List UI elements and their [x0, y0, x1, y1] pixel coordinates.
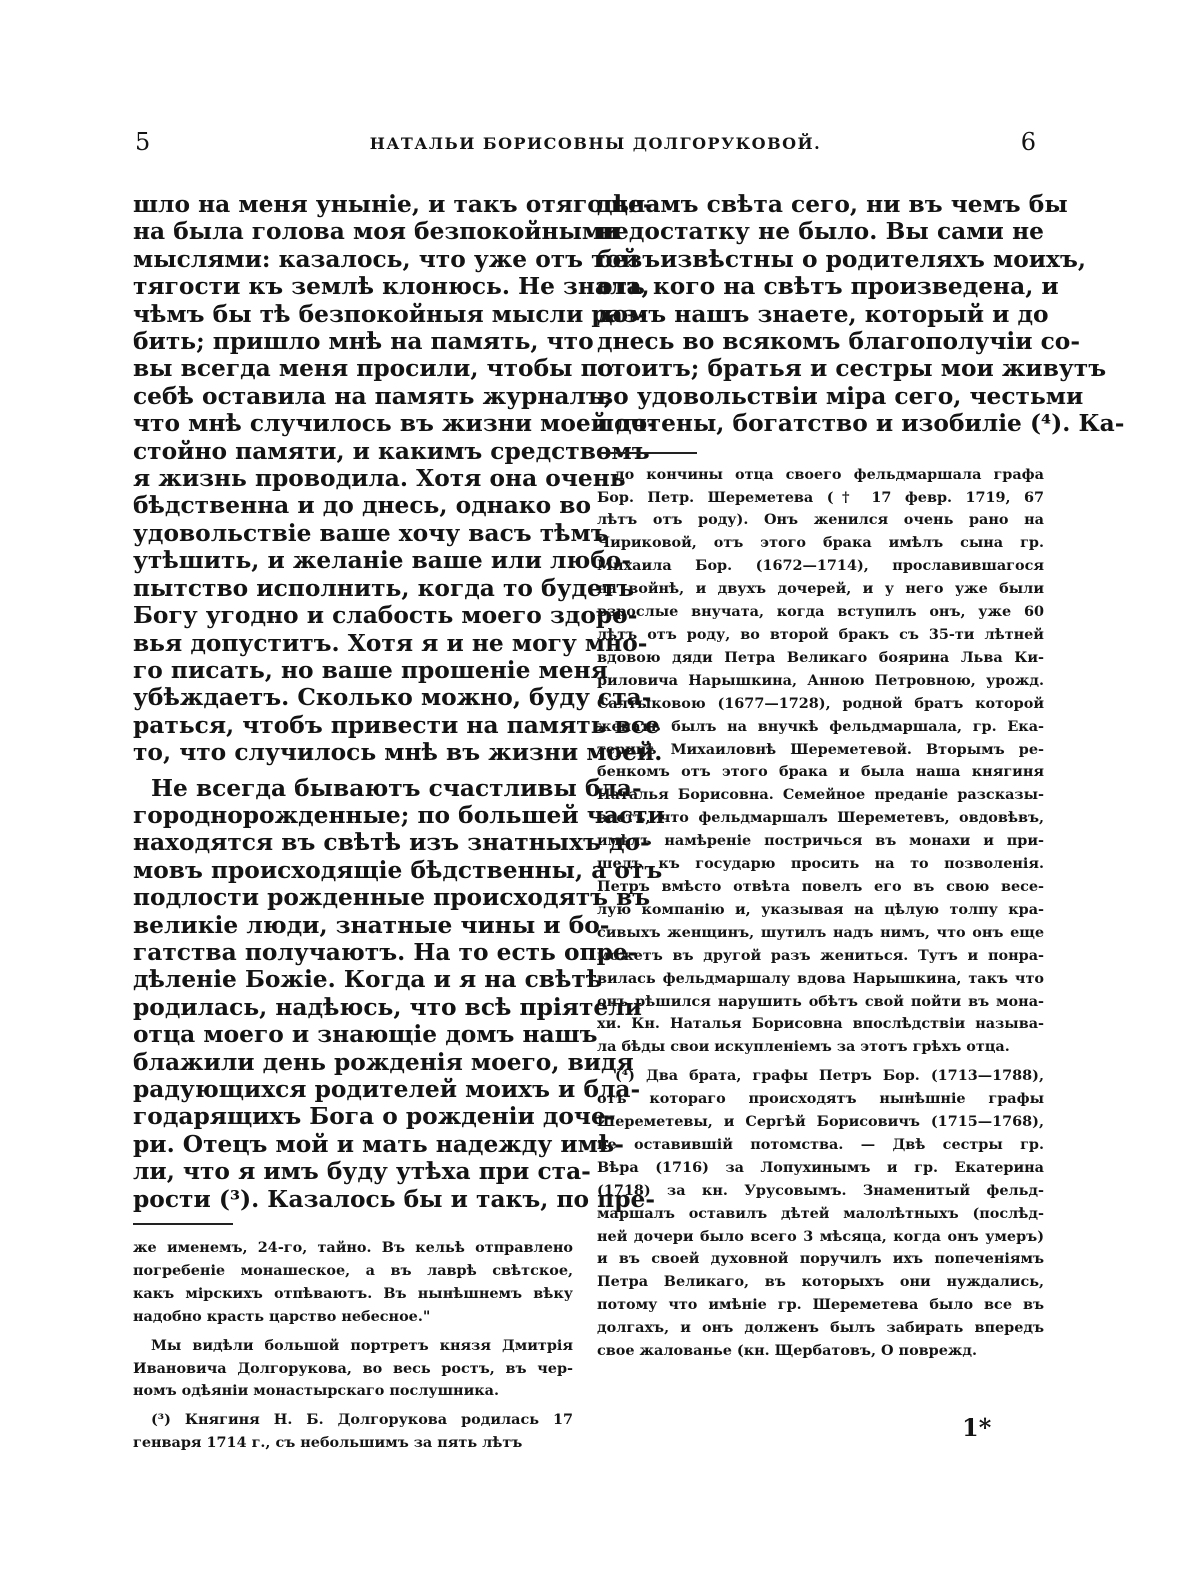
- text-line: родилась, надѣюсь, что всѣ пріятели: [133, 993, 642, 1021]
- text-line: стойно памяти, и какимъ средствомъ: [133, 437, 650, 465]
- text-line: не оставившій потомства. — Двѣ сестры гр.: [597, 1135, 1044, 1153]
- text-line: женатъ былъ на внучкѣ фельдмаршала, гр. Ека-: [597, 717, 1044, 735]
- text-line: подлости рожденные происходятъ въ: [133, 884, 651, 912]
- left-footnote-3: [133, 1409, 573, 1455]
- text-line: шло на меня уныніе, и такъ отягоще-: [133, 191, 653, 218]
- text-line: Чириковой, отъ этого брака имѣлъ сына гр.: [597, 534, 1044, 552]
- text-line: хи. Кн. Наталья Борисовна впослѣдствіи называ-: [597, 1015, 1044, 1033]
- text-line: мыслями: казалось, что уже отъ той: [133, 245, 639, 273]
- left-main-paragraph-2: [133, 774, 665, 1214]
- text-line: тягости къ землѣ клонюсь. Не знала,: [133, 273, 650, 301]
- signature-mark: 1*: [962, 1413, 992, 1442]
- text-line: рости (³). Казалось бы и такъ, по пре-: [133, 1185, 656, 1213]
- right-footnote-1: [597, 464, 1044, 1060]
- footnote-rule-left: [133, 1223, 233, 1225]
- left-footnote-2: [133, 1335, 573, 1404]
- text-line: то, что случилось мнѣ въ жизни моей.: [133, 739, 663, 767]
- text-line: (1718) за кн. Урусовымъ. Знаменитый фельд-: [597, 1181, 1044, 1199]
- text-line: городнорожденные; по большей части: [133, 801, 665, 829]
- text-line: на войнѣ, и двухъ дочерей, и у него уже были: [597, 580, 1044, 598]
- text-line: (³) Княгиня Н. Б. Долгорукова родилась 17: [151, 1411, 573, 1429]
- text-line: лѣтъ отъ роду). Онъ женился очень рано на: [597, 511, 1044, 529]
- text-line: го писать, но ваше прошеніе меня: [133, 656, 608, 684]
- text-line: Богу угодно и слабость моего здоро-: [133, 602, 638, 630]
- text-line: днесь во всякомъ благополучіи со-: [597, 328, 1081, 356]
- text-line: погребеніе монашеское, а въ лаврѣ свѣтское,: [133, 1261, 573, 1279]
- text-line: лѣтъ отъ роду, во второй бракъ съ 35-ти лѣтней: [597, 626, 1044, 643]
- text-line: бить; пришло мнѣ на память, что: [133, 328, 594, 356]
- text-line: Петра Великаго, въ которыхъ они нуждались,: [597, 1273, 1044, 1291]
- text-line: вы всегда меня просили, чтобы по: [133, 355, 614, 383]
- text-line: чѣмъ бы тѣ безпокойныя мысли раз-: [133, 300, 648, 328]
- text-line: во удовольствіи міра сего, честьми: [597, 382, 1084, 410]
- left-main-paragraph-1: [133, 191, 663, 767]
- text-line: шелъ къ государю просить на то позволенія.: [597, 855, 1044, 873]
- text-line: Мы видѣли большой портретъ князя Дмитрія: [151, 1336, 573, 1354]
- text-line: вилась фельдмаршалу вдова Нарышкина, такъ что: [597, 969, 1044, 987]
- text-line: ли, что я имъ буду утѣха при ста-: [133, 1158, 591, 1186]
- text-line: ваетъ, что фельдмаршалъ Шереметевъ, овдовѣвъ,: [597, 809, 1044, 827]
- text-line: Наталья Борисовна. Семейное преданіе разсказы-: [597, 786, 1044, 804]
- text-line: отца моего и знающіе домъ нашъ: [133, 1021, 598, 1049]
- text-line: вья допуститъ. Хотя я и не могу мно-: [133, 629, 648, 657]
- text-line: пытство исполнить, когда то будетъ: [133, 574, 635, 602]
- text-line: находятся въ свѣтѣ изъ знатныхъ до-: [133, 829, 650, 857]
- text-line: гатства получаютъ. На то есть опре-: [133, 938, 638, 966]
- text-line: дѣленіе Божіе. Когда и я на свѣтѣ: [133, 966, 603, 994]
- text-line: Вѣра (1716) за Лопухинымъ и гр. Екатерина: [597, 1158, 1044, 1176]
- text-line: Шереметевы, и Сергѣй Борисовичъ (1715—1768),: [597, 1113, 1044, 1131]
- text-line: дѣламъ свѣта сего, ни въ чемъ бы: [597, 191, 1068, 218]
- text-line: я жизнь проводила. Хотя она очень: [133, 465, 626, 493]
- text-line: сивыхъ женщинъ, шутилъ надъ нимъ, что онъ еще: [597, 923, 1044, 941]
- text-line: можетъ въ другой разъ жениться. Тутъ и понра-: [597, 946, 1044, 964]
- text-line: годарящихъ Бога о рожденіи доче-: [133, 1103, 616, 1131]
- text-line: потому что имѣніе гр. Шереметева было все въ: [597, 1296, 1044, 1314]
- text-line: взрослые внучата, когда вступилъ онъ, уже 60: [597, 603, 1044, 621]
- left-column: [133, 191, 665, 1455]
- text-line: ней дочери было всего 3 мѣсяца, когда онъ умеръ): [597, 1227, 1044, 1245]
- text-line: ла бѣды свои искупленіемъ за этотъ грѣхъ отца.: [597, 1038, 1010, 1056]
- text-line: отъ кого на свѣтъ произведена, и: [597, 273, 1059, 301]
- text-line: удовольствіе ваше хочу васъ тѣмъ: [133, 519, 609, 547]
- text-line: какъ мірскихъ отпѣваютъ. Въ нынѣшнемъ вѣку: [133, 1284, 573, 1302]
- text-line: и въ своей духовной поручилъ ихъ попеченіямъ: [597, 1250, 1044, 1268]
- text-line: утѣшить, и желаніе ваше или любо-: [133, 547, 632, 575]
- text-line: домъ нашъ знаете, который и до: [597, 300, 1049, 328]
- left-footnote-1: [133, 1237, 573, 1329]
- text-line: онъ рѣшился нарушить обѣтъ свой пойти въ мона-: [597, 992, 1044, 1010]
- text-line: (⁴) Два брата, графы Петръ Бор. (1713—1788),: [615, 1067, 1044, 1085]
- text-line: недостатку не было. Вы сами не: [597, 218, 1044, 246]
- right-main-paragraph-1: [597, 191, 1125, 438]
- right-column: [597, 191, 1125, 1363]
- text-line: почтены, богатство и изобиліе (⁴). Ка-: [597, 410, 1125, 438]
- text-line: Петръ вмѣсто отвѣта повелъ его въ свою весе-: [597, 877, 1044, 895]
- text-line: долгахъ, и онъ долженъ былъ забирать впередъ: [597, 1319, 1044, 1337]
- text-line: отъ котораго происходятъ нынѣшніе графы: [597, 1090, 1044, 1108]
- left-page-number: 5: [135, 128, 151, 156]
- text-line: радующихся родителей моихъ и бла-: [133, 1076, 641, 1103]
- text-line: бенкомъ отъ этого брака и была наша княгиня: [597, 763, 1044, 781]
- text-line: Ивановича Долгорукова, во весь ростъ, въ чер-: [133, 1359, 573, 1377]
- text-line: имѣлъ намѣреніе постричься въ монахи и при-: [597, 832, 1044, 850]
- text-line: безъизвѣстны о родителяхъ моихъ,: [597, 245, 1086, 273]
- text-line: что мнѣ случилось въ жизни моей до-: [133, 410, 657, 438]
- text-line: блажили день рожденія моего, видя: [133, 1048, 634, 1076]
- text-line: на была голова моя безпокойными: [133, 218, 620, 246]
- text-line: Михаила Бор. (1672—1714), прославившагося: [597, 557, 1044, 575]
- text-line: номъ одѣяніи монастырскаго послушника.: [133, 1382, 499, 1400]
- text-line: себѣ оставила на память журналъ,: [133, 382, 612, 410]
- text-line: великіе люди, знатные чины и бо-: [133, 911, 610, 939]
- text-line: раться, чтобъ привести на память все: [133, 711, 660, 739]
- text-line: вдовою дяди Петра Великаго боярина Льва Ки-: [597, 648, 1044, 666]
- text-line: маршалъ оставилъ дѣтей малолѣтныхъ (послѣд-: [597, 1204, 1044, 1222]
- text-line: риловича Нарышкина, Анною Петровною, урожд.: [597, 671, 1044, 689]
- right-footnote-2: [597, 1065, 1044, 1363]
- text-line: ри. Отецъ мой и мать надежду имѣ-: [133, 1130, 624, 1158]
- text-line: Бор. Петр. Шереметева († 17 февр. 1719, 67: [597, 488, 1044, 506]
- text-line: же именемъ, 24-го, тайно. Въ кельѣ отправлено: [133, 1239, 573, 1257]
- text-line: Не всегда бываютъ счастливы бла-: [151, 774, 642, 802]
- text-line: Салтыковою (1677—1728), родной братъ которой: [597, 694, 1044, 712]
- running-header-title: НАТАЛЬИ БОРИСОВНЫ ДОЛГОРУКОВОЙ.: [369, 134, 822, 153]
- footnote-rule-right: [597, 452, 697, 454]
- text-line: генваря 1714 г., съ небольшимъ за пять лѣтъ: [133, 1434, 523, 1452]
- text-line: надобно красть царство небесное.": [133, 1307, 431, 1325]
- text-line: убѣждаетъ. Сколько можно, буду ста-: [133, 684, 652, 712]
- text-line: свое жалованье (кн. Щербатовъ, О поврежд.: [597, 1342, 978, 1360]
- right-page-number: 6: [1020, 128, 1036, 156]
- text-line: теринѣ Михаиловнѣ Шереметевой. Вторымъ ре-: [597, 740, 1044, 758]
- text-line: мовъ происходящіе бѣдственны, а отъ: [133, 856, 663, 884]
- text-line: до кончины отца своего фельдмаршала графа: [615, 465, 1044, 483]
- text-line: лую компанію и, указывая на цѣлую толпу кра-: [597, 900, 1044, 918]
- text-line: бѣдственна и до днесь, однако во: [133, 492, 591, 520]
- text-line: стоитъ; братья и сестры мои живутъ: [597, 355, 1107, 383]
